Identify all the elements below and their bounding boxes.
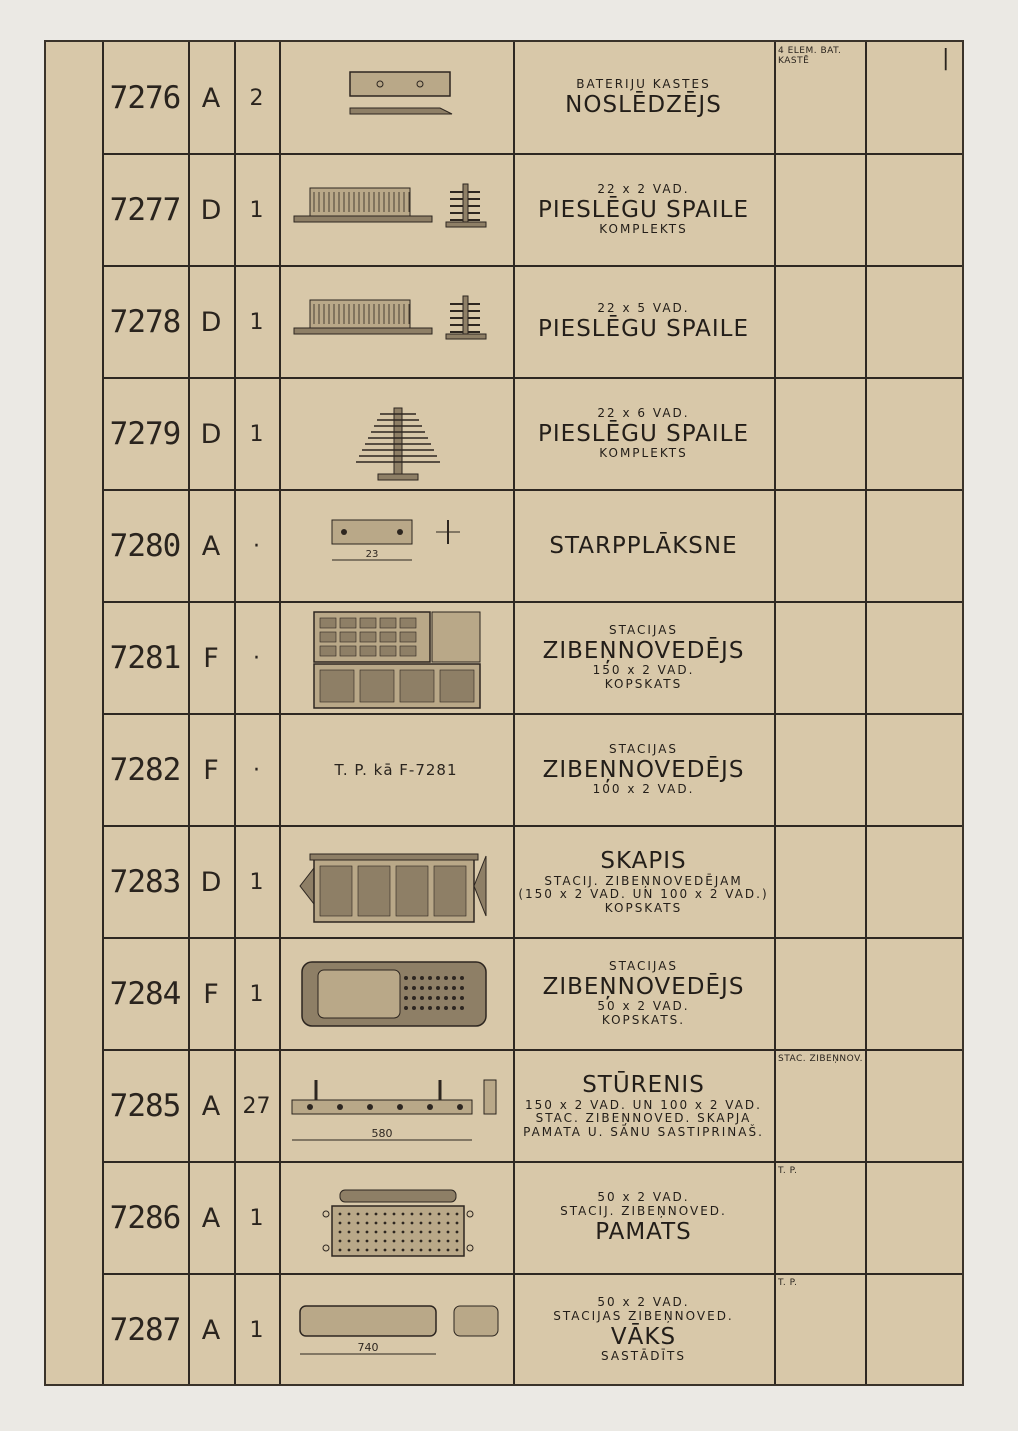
drawing-cell [279,42,513,154]
item-detail: STACIJAS [608,623,679,638]
item-class: D [200,194,222,226]
description-cell [513,490,774,602]
description-cell [513,42,774,154]
item-name: PIESLĒGU SPAILE [538,420,749,447]
item-detail: (150 x 2 VAD. UN 100 x 2 VAD.) [518,887,769,902]
item-number: 7283 [109,864,181,900]
drawing-cell [279,154,513,266]
item-detail: STAC. ZIBEŅNOVED. SKAPJA [535,1111,752,1126]
item-detail: 22 x 2 VAD. [597,181,690,196]
cabinet-open-icon [280,602,512,714]
description-cell [513,602,774,714]
item-class: A [201,1202,221,1234]
item-quantity: 1 [249,421,264,447]
panel-icon [280,938,512,1050]
item-detail: KOPSKATS [604,677,683,692]
item-number: 7281 [109,640,181,676]
item-detail: STACIJ. ZIBEŅNOVED. [560,1203,727,1218]
remark-text: 4 ELEM. BAT. KASTĒ [778,46,842,66]
item-detail: SASTĀDĪTS [601,1349,686,1364]
description-cell [513,266,774,378]
remarks-cell [774,1274,865,1386]
item-detail: 150 x 2 VAD. [592,663,695,678]
drawing-cell [279,938,513,1050]
item-number: 7279 [109,416,181,452]
description-cell [513,378,774,490]
item-name: ZIBEŅNOVEDĒJS [542,756,745,783]
item-name: STŪRENIS [582,1072,705,1099]
item-quantity: · [253,645,260,671]
item-class: F [203,642,219,674]
catalog-row [46,1162,962,1274]
item-quantity: 2 [249,85,264,111]
item-quantity: 1 [249,309,264,335]
item-number: 7278 [109,304,181,340]
catalog-row [46,378,962,490]
description-cell [513,154,774,266]
spacer-plate-icon [280,490,512,602]
item-class: A [201,82,221,114]
catalog-row [46,490,962,602]
base-plate-icon [280,1162,512,1274]
item-detail: 22 x 6 VAD. [597,405,690,420]
item-number: 7276 [109,80,181,116]
item-quantity: 1 [249,869,264,895]
item-quantity: 1 [249,1205,264,1231]
remark-text: T. P. [778,1278,798,1288]
item-class: A [201,1090,221,1122]
item-detail: KOPSKATS. [601,1013,686,1028]
item-name: PAMATS [595,1218,692,1245]
item-class: A [201,530,221,562]
description-cell [513,714,774,826]
dimension-label: 740 [357,1341,379,1354]
item-class: A [201,1314,221,1346]
catalog-row [46,1274,962,1386]
item-class: D [200,418,222,450]
dimension-label: 23 [365,549,379,560]
item-detail: 100 x 2 VAD. [592,782,695,797]
item-quantity: · [253,533,260,559]
item-class: D [200,306,222,338]
description-cell [513,1162,774,1274]
item-number: 7285 [109,1088,181,1124]
item-class: F [203,754,219,786]
corner-mark: | [942,46,950,71]
description-cell [513,1050,774,1162]
item-number: 7284 [109,976,181,1012]
item-detail: KOMPLEKTS [599,446,688,461]
item-name: PIESLĒGU SPAILE [538,315,749,342]
remark-text: STAC. ZIBEŅNOV. [778,1054,863,1064]
item-name: STARPPLĀKSNE [549,532,738,559]
dimension-label: 580 [371,1127,393,1140]
item-number: 7287 [109,1312,181,1348]
remarks-cell [774,1162,865,1274]
item-class: D [200,866,222,898]
lid-icon [280,1274,512,1386]
catalog-row [46,602,962,714]
item-quantity: · [253,757,260,783]
item-detail: KOMPLEKTS [599,222,688,237]
drawing-cell [279,490,513,602]
drawing-cell [279,378,513,490]
item-detail: 50 x 2 VAD. [597,1189,690,1204]
cabinet-closed-icon [280,826,512,938]
item-detail: STACIJAS ZIBEŅNOVED. [553,1308,734,1323]
item-class: F [203,978,219,1010]
item-detail: 150 x 2 VAD. UN 100 x 2 VAD. [525,1097,762,1112]
remark-text: T. P. [778,1166,798,1176]
catalog-row [46,266,962,378]
catalog-row [46,938,962,1050]
description-cell [513,938,774,1050]
item-name: NOSLĒDZĒJS [565,91,722,118]
catalog-row [46,826,962,938]
description-cell [513,826,774,938]
item-detail: 22 x 5 VAD. [597,300,690,315]
item-quantity: 27 [242,1093,271,1119]
item-quantity: 1 [249,1317,264,1343]
item-number: 7282 [109,752,181,788]
item-number: 7277 [109,192,181,228]
item-detail: STACIJAS [608,741,679,756]
item-name: VĀKS [610,1323,677,1350]
item-number: 7280 [109,528,181,564]
item-detail: BATERIJU KASTES [576,76,711,91]
drawing-cell [279,602,513,714]
item-quantity: 1 [249,197,264,223]
drawing-cell [279,1162,513,1274]
terminal-strip-icon [280,154,512,266]
item-detail: PAMATA U. SĀNU SASTIPRINAŠ. [523,1125,764,1140]
terminal-strip-icon [280,266,512,378]
item-detail: STACIJAS [608,959,679,974]
item-detail: 50 x 2 VAD. [597,999,690,1014]
item-name: ZIBEŅNOVEDĒJS [542,973,745,1000]
item-name: SKAPIS [600,848,687,875]
description-cell [513,1274,774,1386]
catalog-row [46,42,962,154]
item-detail: 50 x 2 VAD. [597,1295,690,1310]
drawing-cell [279,1274,513,1386]
drawing-cell [279,1050,513,1162]
item-detail: STACIJ. ZIBEŅNOVEDĒJAM [544,873,743,888]
drawing-reference-text: T. P. kā F-7281 [334,761,458,779]
item-number: 7286 [109,1200,181,1236]
drawing-cell [279,714,513,826]
terminal-tree-icon [280,378,512,490]
catalog-row [46,154,962,266]
item-name: PIESLĒGU SPAILE [538,196,749,223]
item-detail: KOPSKATS [604,901,683,916]
drawing-cell [279,266,513,378]
plate-icon [280,42,512,154]
item-name: ZIBEŅNOVEDĒJS [542,637,745,664]
catalog-row [46,714,962,826]
remarks-cell [774,42,865,154]
angle-bracket-icon [280,1050,512,1162]
catalog-sheet [44,40,964,1386]
remarks-cell [774,1050,865,1162]
item-quantity: 1 [249,981,264,1007]
catalog-row [46,1050,962,1162]
drawing-cell [279,826,513,938]
